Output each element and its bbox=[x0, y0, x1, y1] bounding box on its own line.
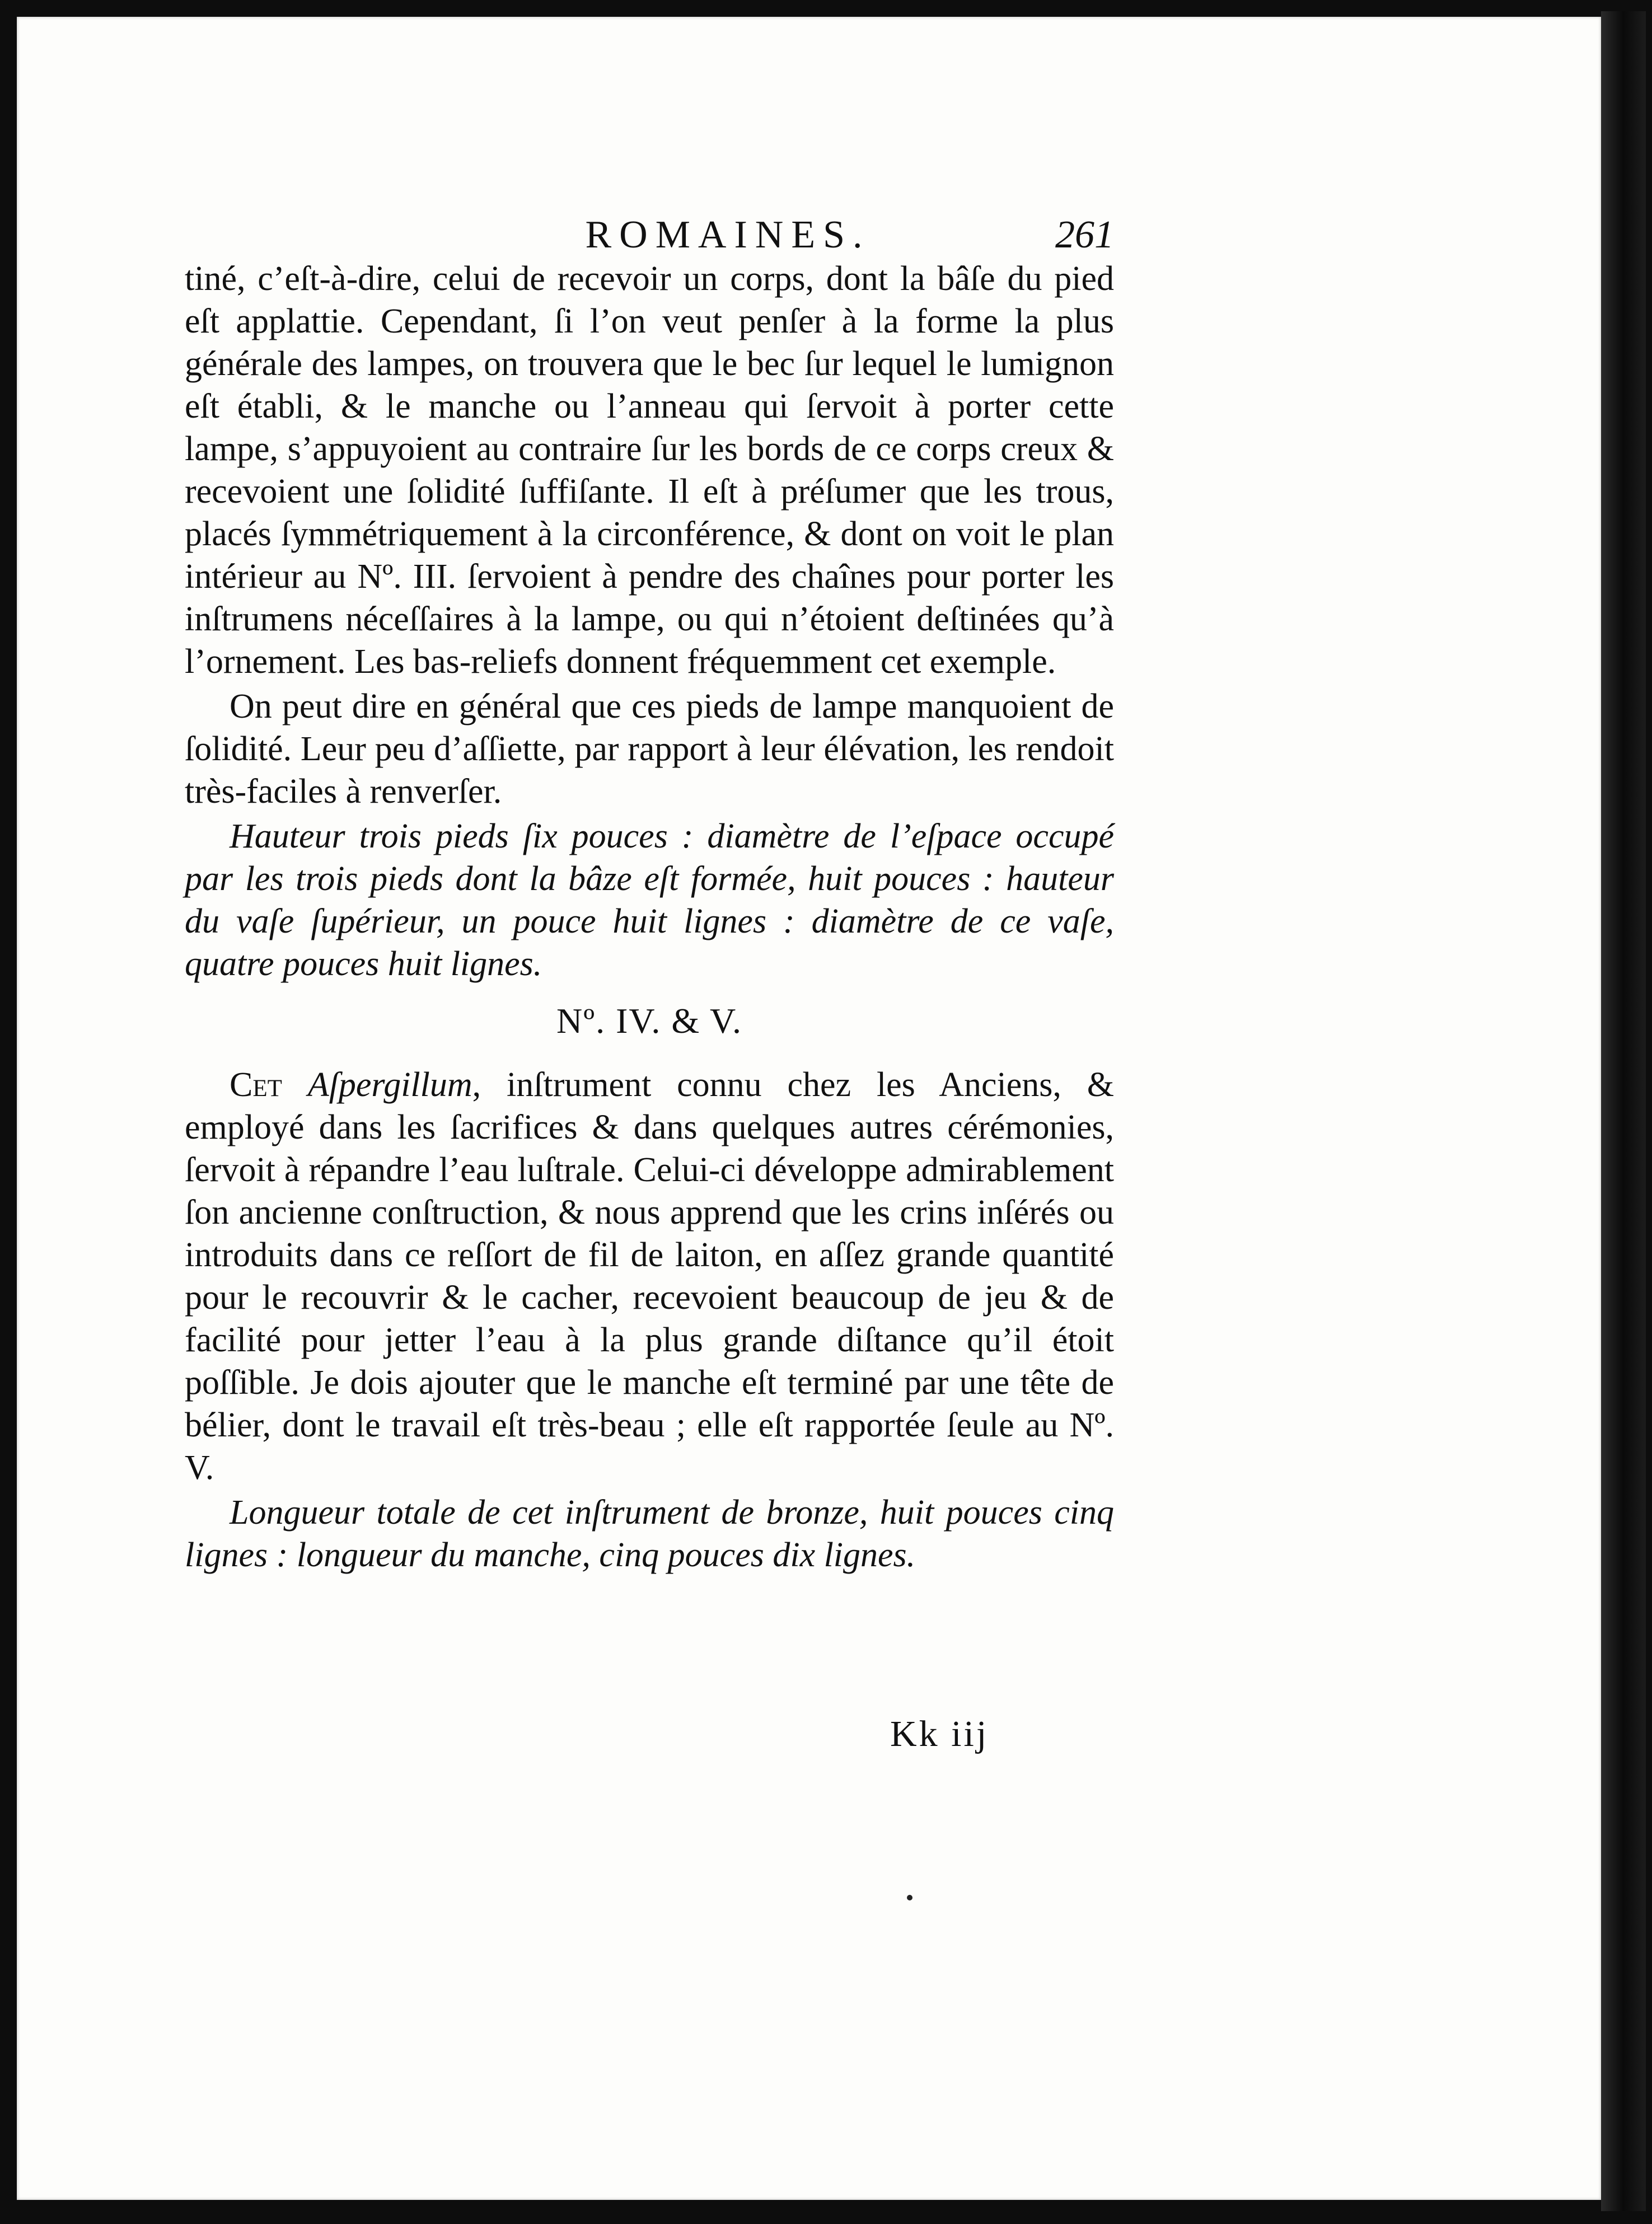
book-page bbox=[17, 17, 1601, 2200]
aspergillum-body: , inſtrument connu chez les Anciens, & employé dans les ſacrifices & dans quelques autres cérémonies, ſervoit à répandre l’eau luſtrale. Celui-ci développe admirablement ſon ancienne conſtruction, & nous apprend que les crins inſérés ou introduits dans ce reſſort de fil de laiton, en aſſez grande quantité pour le recouvrir & le cacher, recevoient beaucoup de jeu & de facilité pour jetter l’eau à la plus grande diſtance qu’il étoit poſſible. Je dois ajouter que le manche eſt terminé par une tête de bélier, dont le travail eſt très-beau ; elle eſt rapportée ſeule au Nº. V. bbox=[185, 1066, 1114, 1487]
page-edge bbox=[1601, 11, 1646, 2211]
ink-speck bbox=[907, 1895, 912, 1900]
page-header bbox=[185, 213, 1114, 257]
paragraph-solidity: On peut dire en général que ces pieds de lampe manquoient de ſolidité. Leur peu d’aſſiette, par rapport à leur élévation, les rendoit très-faciles à renverſer. bbox=[185, 687, 1114, 811]
text-block bbox=[185, 257, 1114, 1576]
paragraph-dimensions: Hauteur trois pieds ſix pouces : diamètre de l’eſpace occupé par les trois pieds dont la bâze eſt formée, huit pouces : hauteur du vaſe ſupérieur, un pouce huit lignes : diamètre de ce vaſe, quatre pouces huit lignes. bbox=[185, 817, 1114, 983]
page-number: 261 bbox=[1055, 213, 1114, 256]
paragraph-continued: tiné, c’eſt-à-dire, celui de recevoir un corps, dont la bâſe du pied eſt applattie. Cependant, ſi l’on veut penſer à la forme la plus générale des lampes, on trouvera que le bec ſur lequel le lumignon eſt établi, & le manche ou l’anneau qui ſervoit à porter cette lampe, s’appuyoient au contraire ſur les bords de ce corps creux & recevoient une ſolidité ſuffiſante. Il eſt à préſumer que les trous, placés ſymmétriquement à la circonférence, & dont on voit le plan intérieur au Nº. III. ſervoient à pendre des chaînes pour porter les inſtrumens néceſſaires à la lampe, ou qui n’étoient deſtinées qu’à l’ornement. Les bas-reliefs donnent fréquemment cet exemple. bbox=[185, 260, 1114, 681]
paragraph-aspergillum bbox=[185, 1064, 1114, 1489]
paragraph-measure: Longueur totale de cet inſtrument de bronze, huit pouces cinq lignes : longueur du manche, cinq pouces dix lignes. bbox=[185, 1493, 1114, 1574]
running-head: ROMAINES. bbox=[585, 213, 871, 256]
lead-word: Cet bbox=[230, 1066, 282, 1104]
signature-mark: Kk iij bbox=[890, 1713, 989, 1754]
section-heading: Nº. IV. & V. bbox=[556, 1001, 742, 1041]
lead-term: Aſpergillum bbox=[307, 1066, 472, 1104]
